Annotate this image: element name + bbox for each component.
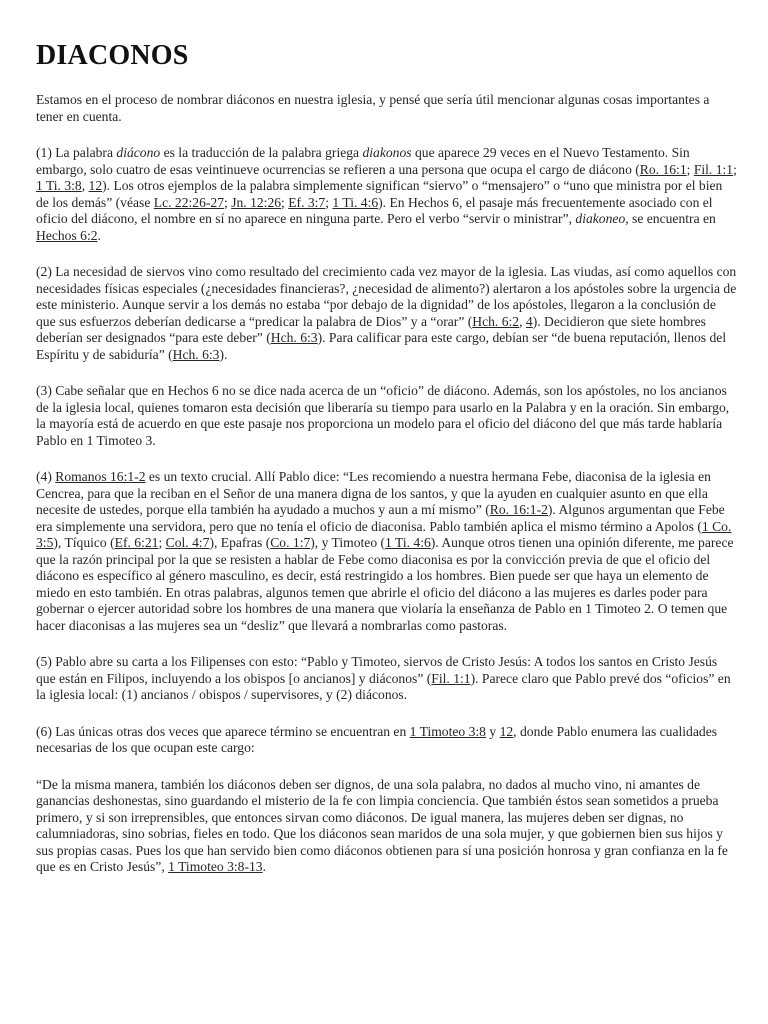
text: ), y Timoteo (: [310, 535, 386, 550]
term-diakonos: diakonos: [362, 145, 412, 160]
text: , se encuentra en: [625, 211, 716, 226]
paragraph-2: [36, 264, 738, 363]
text: (1) La palabra: [36, 145, 117, 160]
scripture-link[interactable]: Col. 4:7: [165, 535, 210, 550]
scripture-link[interactable]: 1 Ti. 4:6: [385, 535, 431, 550]
separator: ;: [281, 194, 289, 210]
scripture-link[interactable]: Ef. 3:7: [288, 194, 326, 210]
paragraph-1: [36, 145, 738, 244]
text: ). Aunque otros tienen una opinión diferente, me parece que la razón principal por la que se resisten a hablar de Febe como diaconisa es por la convicción previa de que el oficio del diácono es específico al género masculino, es decir, está restringido a los hombres. Bien puede ser que haya un elemento de miedo en esto también. En otras palabras, algunos temen que abrirle el oficio del diácono a las mujeres es darles poder para gobernar o ejercer autoridad sobre los hombres de una manera que violaría la enseñanza de Pablo en 1 Timoteo 2. O temen que hacer diaconisas a las mujeres sea un “desliz” que llevará a nombrarlas como pastoras.: [36, 535, 734, 633]
text: ). Para calificar para este cargo, debían ser “de buena reputación, llenos del Espíritu y de sabiduría” (: [36, 330, 727, 362]
page-title: DIACONOS: [36, 40, 189, 71]
text: ). En Hechos 6, el pasaje más frecuentemente asociado con el oficio del diácono, el nombre en sí no aparece en ninguna parte. Pero el verbo “servir o ministrar”,: [36, 194, 713, 226]
quote-text: “De la misma manera, también los diáconos deben ser dignos, de una sola palabra, no dados al mucho vino, ni amantes de ganancias deshonestas, sino guardando el misterio de la fe con limpia conciencia. Que también éstos sean sometidos a prueba primero, y si son irreprensibles, que entonces sirvan como diáconos. De igual manera, las mujeres deben ser dignas, no calumniadoras, sino sobrias, fieles en todo. Que los diáconos sean maridos de una sola mujer, y que gobiernen bien sus hijos y sus propias casas. Pues los que han servido bien como diáconos obtienen para sí una posición honrosa y gran confianza en la fe que es en Cristo Jesús”,: [36, 776, 728, 874]
text: (4): [36, 469, 56, 484]
text: .: [97, 227, 101, 243]
text: que aparece 29 veces en el Nuevo Testamento. Sin embargo, solo cuatro de esas veintinueve ocurrencias se refieren a una persona que ocupa el cargo de diácono (: [36, 145, 690, 177]
scripture-link[interactable]: Jn. 12:26: [231, 194, 282, 210]
separator: ;: [733, 161, 737, 177]
scripture-link[interactable]: Ef. 6:21: [114, 535, 159, 550]
scripture-link[interactable]: Fil. 1:1: [431, 670, 471, 686]
text: ), Epafras (: [209, 535, 271, 550]
scripture-link[interactable]: Ro. 16:1-2: [489, 502, 548, 517]
scripture-link[interactable]: Romanos 16:1-2: [55, 469, 146, 484]
text: ).: [219, 346, 228, 362]
text: , donde Pablo enumera las cualidades necesarias de los que ocupan este cargo:: [36, 723, 718, 755]
scripture-link[interactable]: Fil. 1:1: [693, 161, 734, 177]
separator: ,: [519, 313, 526, 329]
text: es la traducción de la palabra griega: [160, 145, 363, 160]
scripture-link[interactable]: 1 Ti. 4:6: [332, 194, 379, 210]
quote-paragraph: [36, 777, 738, 876]
separator: ,: [81, 178, 89, 193]
separator: ;: [158, 535, 166, 550]
scripture-link[interactable]: Hch. 6:3: [270, 330, 318, 345]
text: ). Los otros ejemplos de la palabra simplemente significan “siervo” o “mensajero” o “uno que ministra por el bien de los demás” (véase: [36, 178, 723, 210]
term-diacono: diácono: [116, 145, 161, 160]
scripture-link[interactable]: 1 Co. 3:5: [36, 518, 732, 550]
scripture-link[interactable]: 12: [499, 723, 514, 739]
separator: y: [485, 723, 500, 739]
text: (6) Las únicas otras dos veces que aparece término se encuentran en: [36, 723, 410, 739]
text: (5) Pablo abre su carta a los Filipenses con esto: “Pablo y Timoteo, siervos de Cristo Jesús: A todos los santos en Cristo Jesús que están en Filipos, incluyendo a los obispos [o ancianos] y diáconos” (: [36, 654, 718, 686]
scripture-link[interactable]: 1 Ti. 3:8: [36, 178, 82, 193]
paragraph-4: [36, 469, 738, 634]
paragraph-5: [36, 654, 738, 704]
text: ). Decidieron que siete hombres deberían ser designados “para este deber” (: [36, 313, 706, 345]
scripture-link[interactable]: 1 Timoteo 3:8: [409, 723, 486, 739]
intro-paragraph: Estamos en el proceso de nombrar diáconos en nuestra iglesia, y pensé que sería útil mencionar algunas cosas importantes a tener en cuenta.: [36, 92, 710, 124]
term-diakoneo: diakoneo: [575, 211, 626, 226]
scripture-link[interactable]: 12: [88, 178, 103, 193]
text: ), Tíquico (: [53, 535, 115, 550]
scripture-link[interactable]: 1 Timoteo 3:8-13: [168, 859, 263, 874]
scripture-link[interactable]: Hch. 6:2: [472, 313, 520, 329]
text: es un texto crucial. Allí Pablo dice: “Les recomiendo a nuestra hermana Febe, diaconisa de la iglesia en Cencrea, para que la reciban en el Señor de una manera digna de los santos, y que la ayuden en cualquier asunto en que ella necesite de ustedes, porque ella también ha ayudado a muchos y aun a mí mismo” (: [36, 469, 711, 517]
separator: ;: [686, 161, 694, 177]
text: ). Parece claro que Pablo prevé dos “oficios” en la iglesia local: (1) ancianos / obispos / supervisores, y (2) diáconos.: [36, 670, 731, 702]
text: ). Algunos argumentan que Febe era simplemente una servidora, pero que no tenía el oficio de diaconisa. Pablo también aplica el mismo término a Apolos (: [36, 502, 725, 534]
separator: ;: [325, 194, 333, 210]
separator: ;: [224, 194, 232, 210]
scripture-link[interactable]: 4: [525, 313, 533, 329]
scripture-link[interactable]: Ro. 16:1: [639, 161, 687, 177]
paragraph-3: (3) Cabe señalar que en Hechos 6 no se dice nada acerca de un “oficio” de diácono. Además, son los apóstoles, no los ancianos de la iglesia local, quienes tomaron esta decisión que liberaría su tiempo para usarlo en la Palabra y en la oración. Sin embargo, la mayoría está de acuerdo en que este pasaje nos proporciona un modelo para el oficio del diácono del que más tarde hablaría Pablo en 1 Timoteo 3.: [36, 383, 730, 448]
scripture-link[interactable]: Lc. 22:26-27: [153, 194, 224, 210]
text: .: [262, 859, 266, 874]
text: (2) La necesidad de siervos vino como resultado del crecimiento cada vez mayor de la iglesia. Las viudas, así como aquellos con necesidades físicas especiales (¿necesidades financieras?, ¿necesidad de alimento?) alertaron a los apóstoles sobre la urgencia de este ministerio. Aunque servir a los demás no estaba “por debajo de la dignidad” de los apóstoles, llegaron a la conclusión de que sus esfuerzos deberían dedicarse a “predicar la palabra de Dios” y a “orar” (: [36, 264, 737, 329]
scripture-link[interactable]: Hechos 6:2: [36, 227, 98, 243]
scripture-link[interactable]: Hch. 6:3: [172, 346, 220, 362]
scripture-link[interactable]: Co. 1:7: [270, 535, 311, 550]
paragraph-6: [36, 724, 738, 757]
